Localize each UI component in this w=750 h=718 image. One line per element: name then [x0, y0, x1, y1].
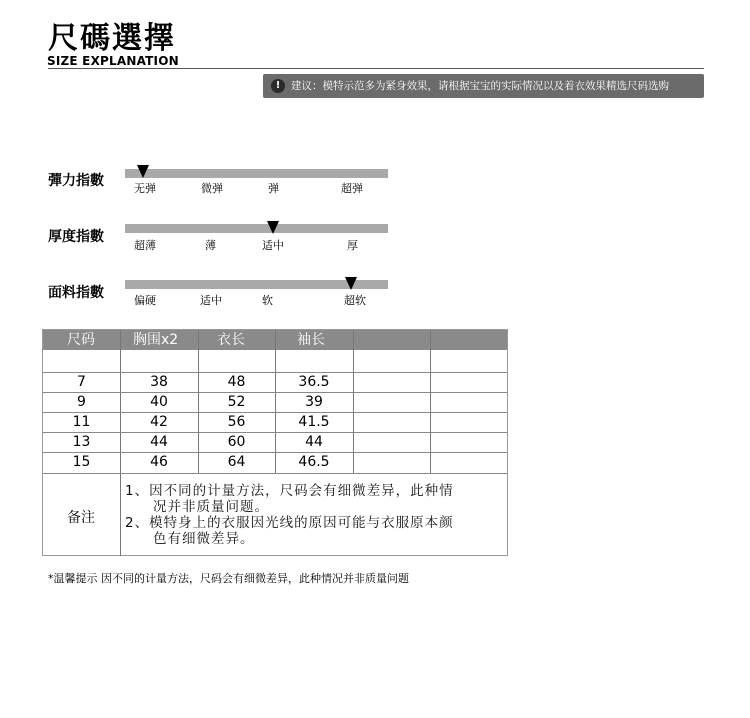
cell-length: 64 — [227, 454, 246, 470]
cell-chest: 38 — [150, 374, 168, 390]
note-line: 1、因不同的计量方法，尺码会有细微差异，此种情 — [125, 483, 454, 499]
cell-length: 48 — [227, 374, 246, 390]
fabric-tick: 适中 — [200, 294, 222, 307]
table-row — [43, 413, 507, 433]
cell-sleeve: 41.5 — [298, 414, 330, 430]
header-sleeve: 袖长 — [297, 332, 325, 348]
header-chest: 胸围x2 — [133, 332, 179, 348]
cell-length: 56 — [227, 414, 246, 430]
elasticity-tick: 弹 — [268, 182, 279, 195]
table-row — [43, 433, 507, 453]
cell-size: 9 — [77, 394, 86, 410]
cell-length: 60 — [227, 434, 246, 450]
fabric-tick: 偏硬 — [134, 294, 156, 307]
cell-chest: 46 — [150, 454, 168, 470]
cell-size: 11 — [72, 414, 91, 430]
table-body — [43, 373, 507, 473]
exclamation-icon: ! — [271, 79, 285, 93]
note-text — [125, 483, 505, 547]
header-length: 衣长 — [217, 332, 245, 348]
size-table — [42, 329, 508, 556]
note-line: 色有细微差异。 — [153, 531, 255, 547]
fabric-tick: 软 — [262, 294, 273, 307]
advice-text: 建议：模特示范多为紧身效果，请根据宝宝的实际情况以及着衣效果精选尺码选购 — [291, 80, 669, 92]
thickness-tick: 超薄 — [134, 239, 156, 252]
fabric-index-label: 面料指數 — [48, 285, 104, 301]
cell-sleeve: 36.5 — [298, 374, 330, 390]
thickness-marker-icon — [267, 221, 279, 234]
cell-size: 13 — [72, 434, 91, 450]
elasticity-tick: 微弹 — [201, 182, 223, 195]
cell-sleeve: 39 — [305, 394, 323, 410]
table-row — [43, 453, 507, 473]
cell-sleeve: 44 — [305, 434, 323, 450]
thickness-scale-bar — [125, 224, 388, 233]
elasticity-tick: 超弹 — [341, 182, 363, 195]
elasticity-scale-bar — [125, 169, 388, 178]
elasticity-marker-icon — [137, 165, 149, 178]
thickness-tick: 厚 — [347, 239, 358, 252]
fabric-marker-icon — [345, 277, 357, 290]
header-size: 尺码 — [67, 332, 95, 348]
cell-size: 15 — [72, 454, 91, 470]
elasticity-index-label: 彈力指數 — [48, 173, 104, 189]
table-row — [43, 373, 507, 393]
cell-chest: 44 — [150, 434, 168, 450]
page-subtitle: SIZE EXPLANATION — [47, 54, 179, 68]
note-line: 况并非质量问题。 — [153, 499, 269, 515]
page-title: 尺碼選擇 — [48, 21, 176, 56]
elasticity-tick: 无弹 — [134, 182, 156, 195]
grid-line — [43, 473, 507, 474]
thickness-tick: 适中 — [262, 239, 284, 252]
warm-tip: *温馨提示 因不同的计量方法，尺码会有细微差异，此种情况并非质量问题 — [48, 572, 409, 585]
note-label: 备注 — [67, 510, 95, 526]
advice-banner — [263, 74, 704, 98]
cell-sleeve: 46.5 — [298, 454, 330, 470]
cell-size: 7 — [77, 374, 86, 390]
cell-chest: 40 — [150, 394, 168, 410]
thickness-tick: 薄 — [205, 239, 216, 252]
cell-length: 52 — [227, 394, 246, 410]
fabric-tick: 超软 — [344, 294, 366, 307]
header-divider — [48, 68, 704, 69]
table-row — [43, 393, 507, 413]
cell-chest: 42 — [150, 414, 168, 430]
thickness-index-label: 厚度指數 — [48, 229, 104, 245]
note-line: 2、模特身上的衣服因光线的原因可能与衣服原本颜 — [125, 515, 454, 531]
